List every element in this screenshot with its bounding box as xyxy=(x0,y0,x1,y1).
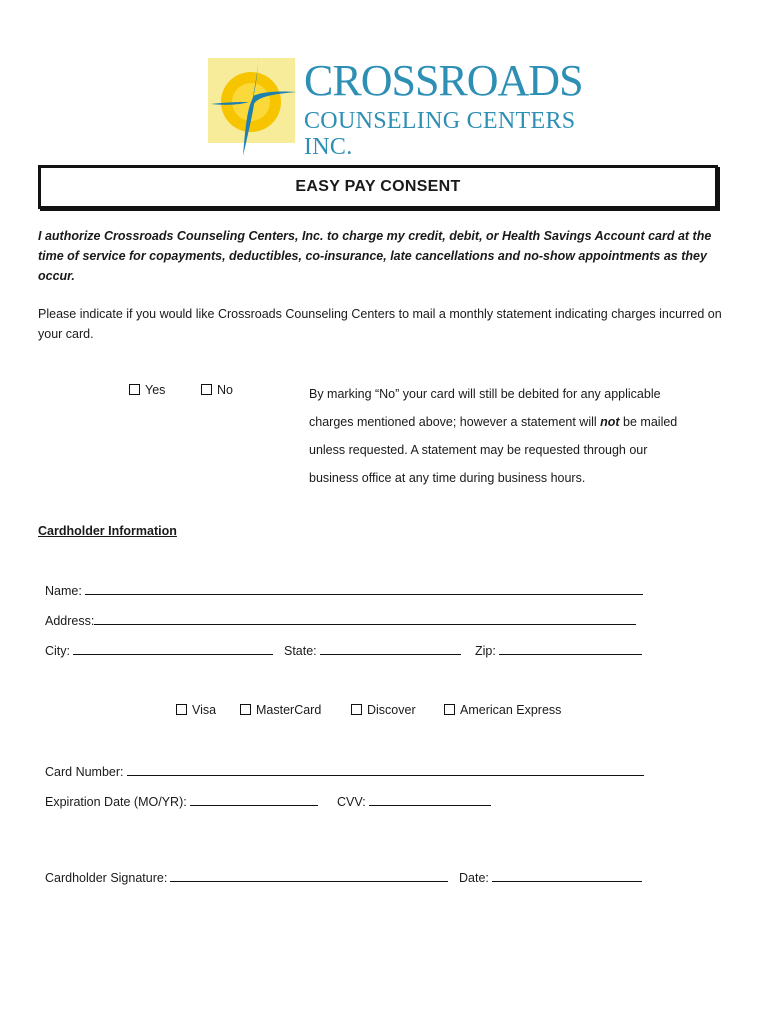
signature-row xyxy=(45,869,448,885)
card-type-discover[interactable] xyxy=(351,703,416,717)
no-label: No xyxy=(217,383,233,397)
name-label: Name: xyxy=(45,584,82,598)
state-field[interactable] xyxy=(320,642,461,655)
date-field[interactable] xyxy=(492,869,642,882)
page-title: EASY PAY CONSENT xyxy=(295,178,461,195)
discover-label: Discover xyxy=(367,703,416,717)
city-field[interactable] xyxy=(73,642,273,655)
name-row xyxy=(45,582,643,598)
yes-label: Yes xyxy=(145,383,166,397)
logo-wordmark: CROSSROADS xyxy=(304,56,583,105)
address-label: Address: xyxy=(45,614,95,628)
amex-label: American Express xyxy=(460,703,562,717)
cvv-label: CVV: xyxy=(337,795,366,809)
amex-checkbox[interactable] xyxy=(444,704,455,715)
city-row xyxy=(45,642,273,658)
name-field[interactable] xyxy=(85,582,643,595)
expiration-row xyxy=(45,793,318,809)
visa-label: Visa xyxy=(192,703,217,717)
authorization-text: I authorize Crossroads Counseling Centers, Inc. to charge my credit, debit, or Health Savings Account card at the time of service for copayments, deductibles, co-insurance, late cancellations and no-show appointments as they occur. xyxy=(38,229,712,283)
statement-note xyxy=(309,380,699,492)
note-emphasis: not xyxy=(600,415,620,429)
visa-checkbox[interactable] xyxy=(176,704,187,715)
statement-question: Please indicate if you would like Crossroads Counseling Centers to mail a monthly statement indicating charges incurred on your card. xyxy=(38,307,722,341)
signature-label: Cardholder Signature: xyxy=(45,871,168,885)
card-number-field[interactable] xyxy=(127,763,644,776)
no-option[interactable] xyxy=(201,383,233,397)
no-checkbox[interactable] xyxy=(201,384,212,395)
address-field[interactable] xyxy=(94,612,636,625)
zip-field[interactable] xyxy=(499,642,642,655)
card-number-label: Card Number: xyxy=(45,765,124,779)
discover-checkbox[interactable] xyxy=(351,704,362,715)
state-row xyxy=(284,642,461,658)
zip-label: Zip: xyxy=(475,644,496,658)
yes-checkbox[interactable] xyxy=(129,384,140,395)
mastercard-checkbox[interactable] xyxy=(240,704,251,715)
date-label: Date: xyxy=(459,871,489,885)
logo-star-icon xyxy=(207,50,302,160)
card-type-visa[interactable] xyxy=(176,703,216,717)
city-label: City: xyxy=(45,644,70,658)
mastercard-label: MasterCard xyxy=(256,703,322,717)
note-text-2: be mailed unless requested. A statement may be requested through our business office at any time during business hours. xyxy=(309,415,678,485)
state-label: State: xyxy=(284,644,317,658)
company-logo xyxy=(207,50,583,160)
note-text-1: By marking “No” your card will still be debited for any applicable charges mentioned above; however a statement will xyxy=(309,387,661,429)
cvv-row xyxy=(337,793,491,809)
logo-subtitle: COUNSELING CENTERS INC. xyxy=(304,108,576,160)
card-type-mastercard[interactable] xyxy=(240,703,321,717)
date-row xyxy=(459,869,642,885)
card-number-row xyxy=(45,763,644,779)
card-type-amex[interactable] xyxy=(444,703,561,717)
yes-option[interactable] xyxy=(129,383,165,397)
expiration-label: Expiration Date (MO/YR): xyxy=(45,795,187,809)
address-row xyxy=(45,612,636,628)
zip-row xyxy=(475,642,642,658)
cardholder-heading: Cardholder Information xyxy=(38,524,177,538)
cvv-field[interactable] xyxy=(369,793,491,806)
signature-field[interactable] xyxy=(170,869,448,882)
expiration-field[interactable] xyxy=(190,793,318,806)
title-box xyxy=(38,165,718,209)
